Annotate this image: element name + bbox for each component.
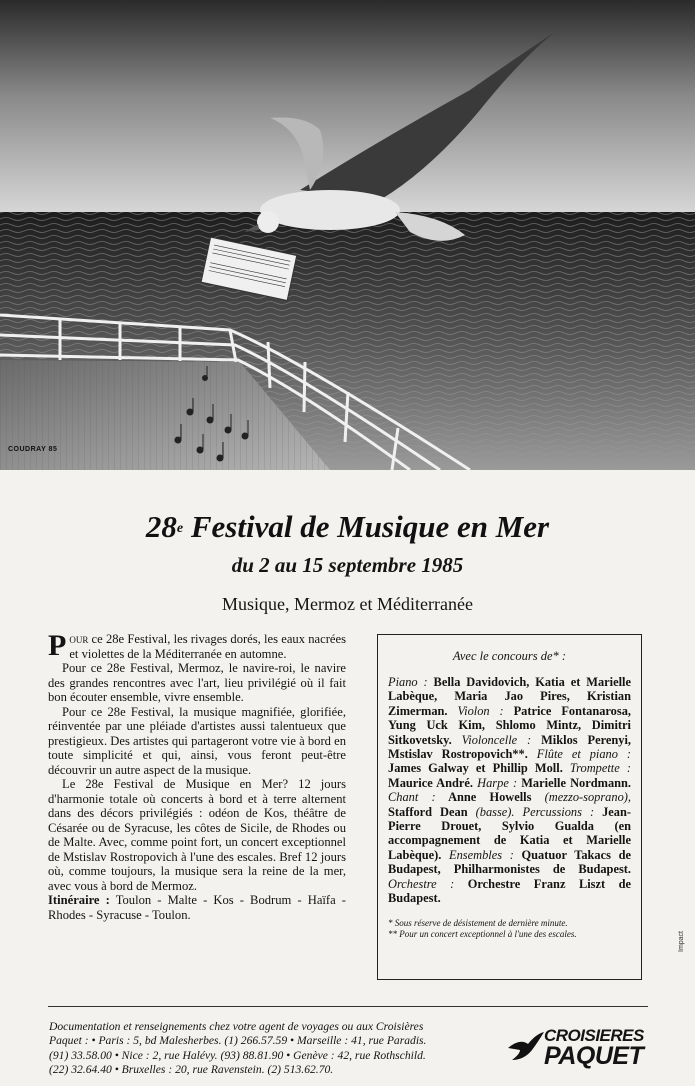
artists-list (388, 675, 631, 906)
voice-type: (basse). (467, 804, 515, 819)
voice-type: (mezzo-soprano), (531, 790, 631, 805)
artist-names: Orchestre Franz Liszt de Budapest. (388, 876, 631, 906)
logo-line-1: CROISIERES (544, 1026, 644, 1045)
artist-names: Quatuor Takacs de Budapest, Philharmonistes de Budapest. (388, 847, 631, 877)
footnotes (388, 918, 631, 940)
artist-names: Miklos Perenyi, Mstislav Rostropovich**. (388, 732, 631, 762)
instrument-label: Violoncelle : (451, 732, 532, 747)
instrument-label: Chant : (388, 790, 436, 805)
instrument-label: Piano : (388, 675, 428, 689)
instrument-label: Trompette : (562, 761, 631, 776)
instrument-label: Ensembles : (441, 847, 514, 862)
artist-names: Maurice André. (388, 775, 474, 790)
contact-info (49, 1020, 489, 1077)
logo-line-2: PAQUET (544, 1042, 644, 1070)
footnote-2: ** Pour un concert exceptionnel à l'une des escales. (388, 928, 577, 939)
paragraph-4: Le 28e Festival de Musique en Mer? 12 jours d'harmonie totale où concerts à bord et à terre alternent dans des décors privilégiés : odéon de Kos, théâtre de Césarée ou de Syracuse, les côtes de Sicile, de Rhodes ou de Malte. Avec, comme point fort, un concert exceptionnel de Mstislav Rostropovich à l'une des escales. Bref 12 jours où, comme toujours, la musique sera la reine de la mer, avec vous à bord de Mermoz. (48, 777, 346, 893)
contact-line: (22) 32.64.40 • Bruxelles : 20, rue Ravenstein. (2) 513.62.70. (49, 1062, 334, 1076)
artist-names: Anne Howells (435, 790, 532, 805)
paragraph-2: Pour ce 28e Festival, Mermoz, le navire-roi, le navire des grandes rencontres avec l'art, lieu privilégié où il fait bon écouter ensemble, vivre ensemble. (48, 661, 346, 704)
subtitle: Musique, Mermoz et Méditerranée (222, 594, 473, 614)
title-number: 28 (145, 509, 177, 544)
artist-names: Marielle Nordmann. (517, 775, 632, 790)
festival-dates: du 2 au 15 septembre 1985 (231, 553, 464, 577)
instrument-label: Orchestre : (388, 876, 455, 891)
itinerary-text: Toulon - Malte - Kos - Bodrum - Haïfa - Rhodes - Syracuse - Toulon. (48, 893, 346, 922)
itinerary (48, 893, 346, 922)
contact-line: (91) 33.58.00 • Nice : 2, rue Halévy. (93) 88.81.90 • Genève : 42, rue Rothschild. (49, 1048, 426, 1062)
body-text (48, 629, 346, 922)
artists-heading: Avec le concours de* : (452, 649, 567, 663)
footnote-1: * Sous réserve de désistement de dernière minute. (388, 917, 568, 928)
artist-names: Patrice Fontanarosa, Yung Uck Kim, Shlomo Mintz, Dimitri Sitkovetsky. (388, 703, 631, 747)
printer-credit: Impact (678, 930, 685, 952)
paragraph-1-text: ce 28e Festival, les rivages dorés, les eaux nacrées et violettes de la Méditerranée en automne. (69, 632, 346, 661)
paragraph-1 (48, 629, 346, 662)
title-superscript: e (176, 521, 184, 536)
title-text: Festival de Musique en Mer (183, 509, 550, 544)
artist-names: Bella Davidovich, Katia et Marielle Labèque, Maria Jao Pires, Kristian Zimerman. (388, 675, 631, 718)
artist-names: James Galway et Phillip Moll. (388, 761, 563, 776)
contact-line: Documentation et renseignements chez votre agent de voyages ou aux Croisières (49, 1020, 424, 1033)
instrument-label: Harpe : (473, 775, 518, 790)
artist-names: Stafford Dean (388, 804, 468, 819)
page-title (0, 507, 695, 547)
contact-line: Paquet : • Paris : 5, bd Malesherbes. (1) 266.57.59 • Marseille : 41, rue Paradis. (49, 1034, 427, 1048)
drop-cap: P (48, 629, 67, 662)
drop-cap-lead: our (69, 632, 89, 646)
artist-signature: COUDRAY 85 (8, 446, 58, 453)
instrument-label: Violon : (447, 703, 504, 718)
croisieres-paquet-logo (506, 1024, 686, 1072)
artist-names: Jean-Pierre Drouet, Sylvio Gualda (en accompagnement de Katia et Marielle Labèque). (388, 804, 632, 862)
instrument-label: Flûte et piano : (527, 747, 631, 762)
artists-box (377, 634, 642, 980)
gull-logo-icon (506, 1030, 546, 1066)
hero-illustration (0, 0, 695, 470)
paragraph-3: Pour ce 28e Festival, la musique magnifiée, glorifiée, réinventée par une pléiade d'artistes aussi talentueux que prestigieux. Des artistes qui partageront votre vie à bord en toute simplicité et qui, ainsi, vous feront peut-être découvrir un autre aspect de la musique. (48, 704, 346, 777)
instrument-label: Percussions : (514, 804, 595, 819)
divider (48, 1006, 648, 1007)
itinerary-label: Itinéraire : (48, 893, 110, 907)
